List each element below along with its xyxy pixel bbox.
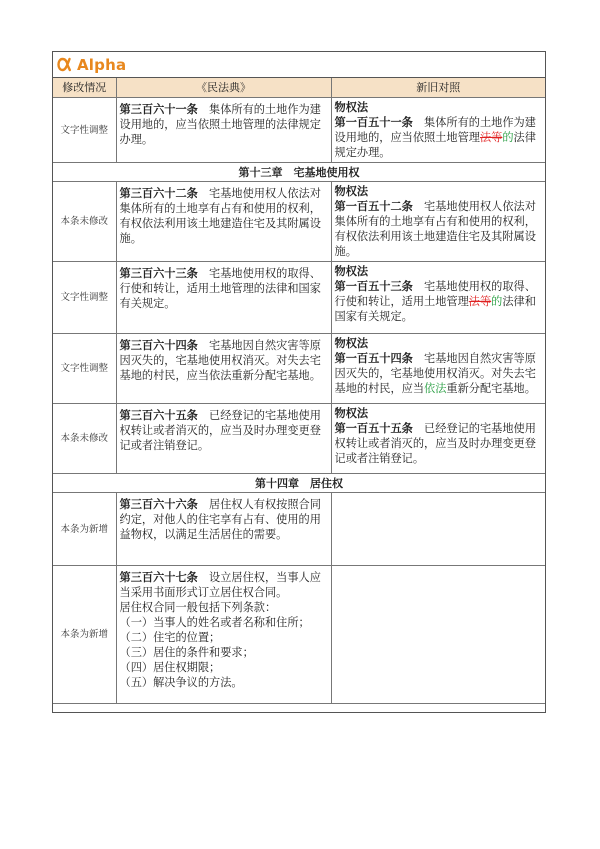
table-row: [53, 404, 545, 474]
old-text-part: 宅基地因自然灾害等原因灭失的，宅基地使用权消灭。对失去宅基地的村民，应当: [334, 352, 536, 395]
old-text: 宅基地使用权人依法对集体所有的土地享有占有和使用的权利，有权依法利用该土地建造住宅及其附属设施。: [334, 200, 536, 258]
new-article: [116, 404, 331, 474]
article-text: 宅基地使用权的取得、行使和转让，适用土地管理的法律和国家有关规定。: [119, 267, 321, 310]
clause-line: （五）解决争议的方法。: [119, 676, 243, 689]
article-text: 宅基地因自然灾害等原因灭失的，宅基地使用权消灭。对失去宅基地的村民，应当依法重新分配宅基地。: [119, 339, 321, 382]
old-text: 已经登记的宅基地使用权转让或者消灭的，应当及时办理变更登记或者注销登记。: [334, 422, 536, 465]
header-row: [53, 78, 545, 98]
change-type: 本条为新增: [53, 493, 116, 566]
change-type: 文字性调整: [53, 262, 116, 334]
added-text: 依法: [424, 382, 447, 395]
deleted-text: 法等: [479, 131, 503, 144]
old-article-number: 第一百五十一条: [334, 115, 413, 129]
law-name: 物权法: [334, 100, 369, 114]
table-row: [53, 182, 545, 262]
article-number: 第三百六十四条: [119, 338, 198, 352]
new-article: [116, 566, 331, 704]
old-article-empty: [331, 566, 545, 704]
old-article: [331, 334, 545, 404]
old-text-part: 集体所有的土地作为建设用地的，应当依照土地管理: [334, 116, 536, 144]
article-text: 居住权人有权按照合同约定，对他人的住宅享有占有、使用的用益物权，以满足生活居住的需要。: [119, 498, 321, 541]
old-text-part: 法律和国家有关规定。: [334, 295, 536, 323]
new-article: [116, 334, 331, 404]
old-text-part: 重新分配宅基地。: [446, 382, 536, 395]
change-type: 本条未修改: [53, 404, 116, 474]
article-number: 第三百六十二条: [119, 186, 198, 200]
chapter-title: 第十四章 居住权: [53, 474, 545, 493]
change-type: 本条为新增: [53, 566, 116, 704]
added-text: 的: [502, 131, 514, 144]
law-name: 物权法: [334, 406, 369, 420]
law-name: 物权法: [334, 336, 369, 350]
article-number: 第三百六十七条: [119, 570, 198, 584]
chapter-row: [53, 163, 545, 182]
article-text: 已经登记的宅基地使用权转让或者消灭的，应当及时办理变更登记或者注销登记。: [119, 409, 321, 452]
clause-line: （二）住宅的位置；: [119, 631, 221, 644]
old-article-number: 第一百五十五条: [334, 421, 413, 435]
added-text: 的: [491, 295, 503, 308]
clause-line: （四）居住权期限；: [119, 661, 221, 674]
article-number: 第三百六十一条: [119, 102, 198, 116]
deleted-text: 法等: [468, 295, 492, 308]
article-text: 集体所有的土地作为建设用地的，应当依照土地管理的法律规定办理。: [119, 103, 321, 146]
old-article: [331, 262, 545, 334]
change-type: 文字性调整: [53, 98, 116, 163]
law-name: 物权法: [334, 184, 369, 198]
article-number: 第三百六十五条: [119, 408, 198, 422]
header-civil-code: 《民法典》: [116, 78, 331, 98]
new-article: [116, 182, 331, 262]
article-text: 设立居住权，当事人应当采用书面形式订立居住权合同。: [119, 571, 321, 599]
old-article-number: 第一百五十四条: [334, 351, 413, 365]
comparison-table: [53, 78, 545, 704]
table-row: [53, 566, 545, 704]
new-article: [116, 493, 331, 566]
comparison-document: [52, 51, 546, 713]
old-text-part: 宅基地使用权的取得、行使和转让，适用土地管理: [334, 280, 536, 308]
old-text-part: 法律规定办理。: [334, 131, 536, 159]
old-article: [331, 98, 545, 163]
table-row: [53, 493, 545, 566]
header-change-type: 修改情况: [53, 78, 116, 98]
new-article: [116, 262, 331, 334]
table-row: [53, 98, 545, 163]
clause-line: 居住权合同一般包括下列条款：: [119, 601, 277, 614]
logo-bar: [53, 52, 545, 78]
table-row: [53, 262, 545, 334]
old-article: [331, 404, 545, 474]
clause-line: （一）当事人的姓名或者名称和住所；: [119, 616, 310, 629]
article-text: 宅基地使用权人依法对集体所有的土地享有占有和使用的权利，有权依法利用该土地建造住宅及其附属设施。: [119, 187, 321, 245]
chapter-title: 第十三章 宅基地使用权: [53, 163, 545, 182]
clause-line: （三）居住的条件和要求；: [119, 646, 254, 659]
table-row: [53, 334, 545, 404]
new-article: [116, 98, 331, 163]
change-type: 文字性调整: [53, 334, 116, 404]
article-number: 第三百六十三条: [119, 266, 198, 280]
old-article-empty: [331, 493, 545, 566]
article-number: 第三百六十六条: [119, 497, 198, 511]
old-article: [331, 182, 545, 262]
alpha-logo-icon: [57, 57, 74, 72]
old-article-number: 第一百五十三条: [334, 279, 413, 293]
brand-name: Alpha: [77, 55, 127, 74]
change-type: 本条未修改: [53, 182, 116, 262]
law-name: 物权法: [334, 264, 369, 278]
header-comparison: 新旧对照: [331, 78, 545, 98]
chapter-row: [53, 474, 545, 493]
old-article-number: 第一百五十二条: [334, 199, 413, 213]
